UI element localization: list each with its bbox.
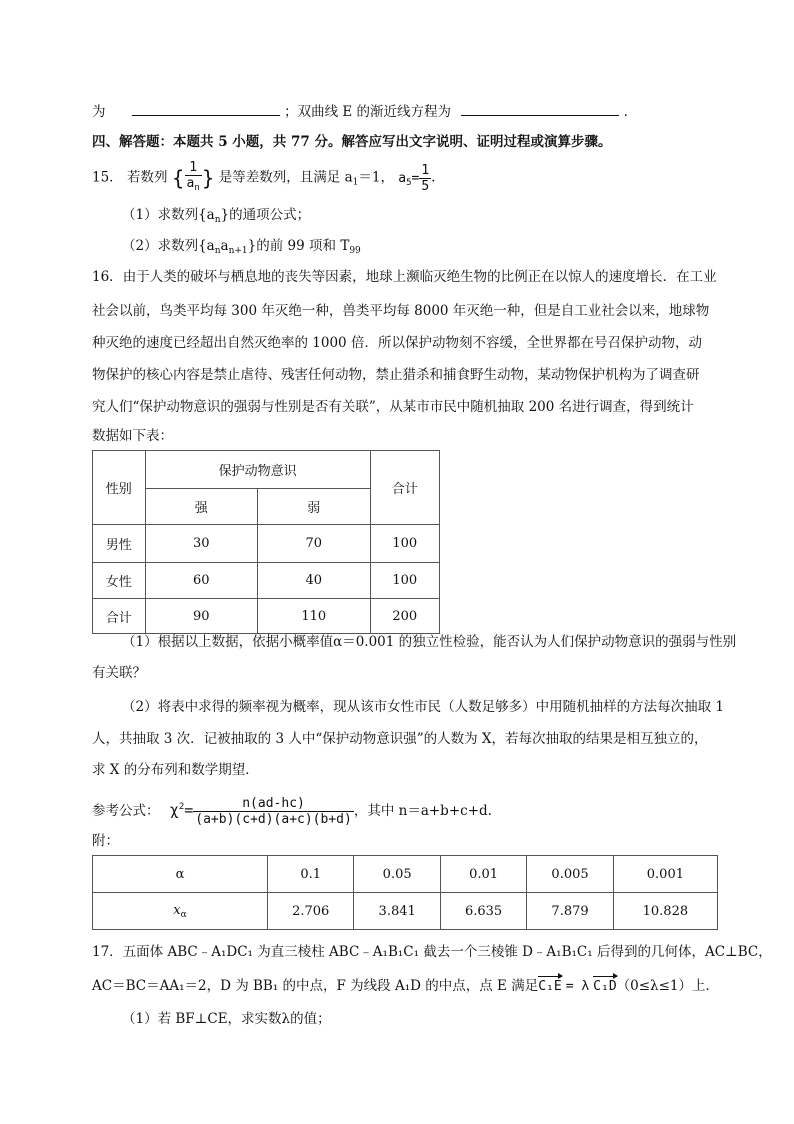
q16-line-6: 数据如下表：	[92, 428, 173, 444]
line1-prefix: 为	[92, 104, 106, 120]
q16-part1-line-2: 有关联？	[92, 665, 146, 681]
alpha-value: 0.01	[440, 856, 526, 893]
header-awareness: 保护动物意识	[145, 451, 370, 489]
reference-formula: 参考公式： $\chi^2=$ $\frac{n(ad-hc)}{(a+b)(c+d)(a+c)(b+d)}$ ，其中 n＝a+b+c+d.	[92, 796, 492, 827]
alpha-header: α	[93, 856, 268, 893]
x-alpha-header: $x_\alpha$	[93, 893, 268, 930]
header-weak: 弱	[257, 489, 370, 525]
line1-end: .	[623, 104, 628, 120]
answer-blank-1[interactable]	[132, 101, 280, 116]
q16-line-1: 16．由于人类的破坏与栖息地的丧失等因素，地球上濒临灭绝生物的比例正在以惊人的速度增长．在工业	[92, 269, 717, 285]
x-value: 6.635	[440, 893, 526, 930]
q16-line-4: 物保护的核心内容是禁止虐待、残害任何动物，禁止猎杀和捕食野生动物，某动物保护机构为了调查研	[92, 367, 700, 383]
formula-label: 参考公式：	[92, 803, 160, 819]
alpha-value: 0.1	[268, 856, 354, 893]
chi-square-fraction: $\frac{n(ad-hc)}{(a+b)(c+d)(a+c)(b+d)}$	[195, 796, 352, 827]
contingency-table	[92, 450, 440, 634]
q15-part1: （1）求数列$\{a_n\}$的通项公式；	[122, 207, 311, 225]
vector-c1d: C₁D	[593, 975, 616, 996]
x-value: 2.706	[268, 893, 354, 930]
line1-middle: ；双曲线 E 的渐近线方程为	[284, 104, 452, 120]
q16-part2-line-2: 人，共抽取 3 次．记被抽取的 3 人中“保护动物意识强”的人数为 X，若每次抽取的结果是相互独立的，	[92, 731, 708, 747]
alpha-value: 0.05	[354, 856, 440, 893]
section-title: 四、解答题：本题共 5 小题，共 77 分。解答应写出文字说明、证明过程或演算步骤。	[92, 134, 612, 150]
header-gender: 性别	[93, 451, 146, 525]
q15-stem: 15． 若数列 { $\frac{1}{a_n}$ } 是等差数列，且满足 $a_1=1$， $a_5=$ $\frac{1}{5}$ .	[92, 160, 435, 200]
q17-line-1: 17．五面体 ABC﹣A₁DC₁ 为直三棱柱 ABC﹣A₁B₁C₁ 截去一个三棱锥 D﹣A₁B₁C₁ 后得到的几何体，AC⊥BC，	[92, 944, 772, 960]
q15-a5-value: $\frac{1}{5}$	[421, 162, 430, 194]
q16-line-5: 究人们“保护动物意识的强弱与性别是否有关联”，从某市市民中随机抽取 200 名进行调查，得到统计	[92, 399, 694, 415]
q17-part1: （1）若 BF⊥CE，求实数λ的值；	[122, 1011, 331, 1027]
q16-number: 16．	[92, 269, 123, 285]
alpha-value: 0.001	[613, 856, 717, 893]
table-row: 合计 90 110 200	[93, 599, 440, 634]
brace-left: {	[171, 166, 185, 190]
q15-number: 15．	[92, 169, 123, 186]
q16-part2-line-3: 求 X 的分布列和数学期望．	[92, 762, 259, 778]
q17-line-2: AC＝BC＝AA₁＝2，D 为 BB₁ 的中点，F 为线段 A₁D 的中点，点 E 满足C₁E = λ C₁D（0≤λ≤1）上．	[92, 975, 719, 996]
answer-blank-2[interactable]	[461, 101, 619, 116]
table-row: 女性 60 40 100	[93, 563, 440, 599]
brace-right: }	[201, 166, 215, 190]
alpha-value: 0.005	[527, 856, 613, 893]
q16-line-2: 社会以前，鸟类平均每 300 年灭绝一种，兽类平均每 8000 年灭绝一种，但是自工业社会以来，地球物	[92, 303, 710, 319]
q16-part1-line-1: （1）根据以上数据，依据小概率值α＝0.001 的独立性检验，能否认为人们保护动物意识的强弱与性别	[122, 634, 737, 650]
q15-part2: （2）求数列$\{a_na_{n+1}\}$的前 99 项和 $T_{99}$	[122, 238, 361, 256]
appendix-label: 附：	[92, 833, 119, 849]
header-strong: 强	[145, 489, 257, 525]
q17-number: 17．	[92, 944, 123, 960]
q16-line-3: 种灭绝的速度已经超出自然灭绝率的 1000 倍．所以保护动物刻不容缓，全世界都在号召保护动物，动	[92, 335, 702, 351]
hyperbola-fill-line	[92, 101, 628, 121]
q16-part2-line-1: （2）将表中求得的频率视为概率，现从该市女性市民（人数足够多）中用随机抽样的方法每次抽取 1	[122, 699, 724, 715]
critical-value-table	[92, 855, 718, 930]
q15-sequence-fraction: $\frac{1}{a_n}$	[185, 160, 202, 196]
table-row: 男性 30 70 100	[93, 525, 440, 563]
x-value: 7.879	[527, 893, 613, 930]
x-value: 3.841	[354, 893, 440, 930]
header-total: 合计	[370, 451, 439, 525]
vector-c1e: C₁E	[538, 975, 561, 996]
x-value: 10.828	[613, 893, 717, 930]
